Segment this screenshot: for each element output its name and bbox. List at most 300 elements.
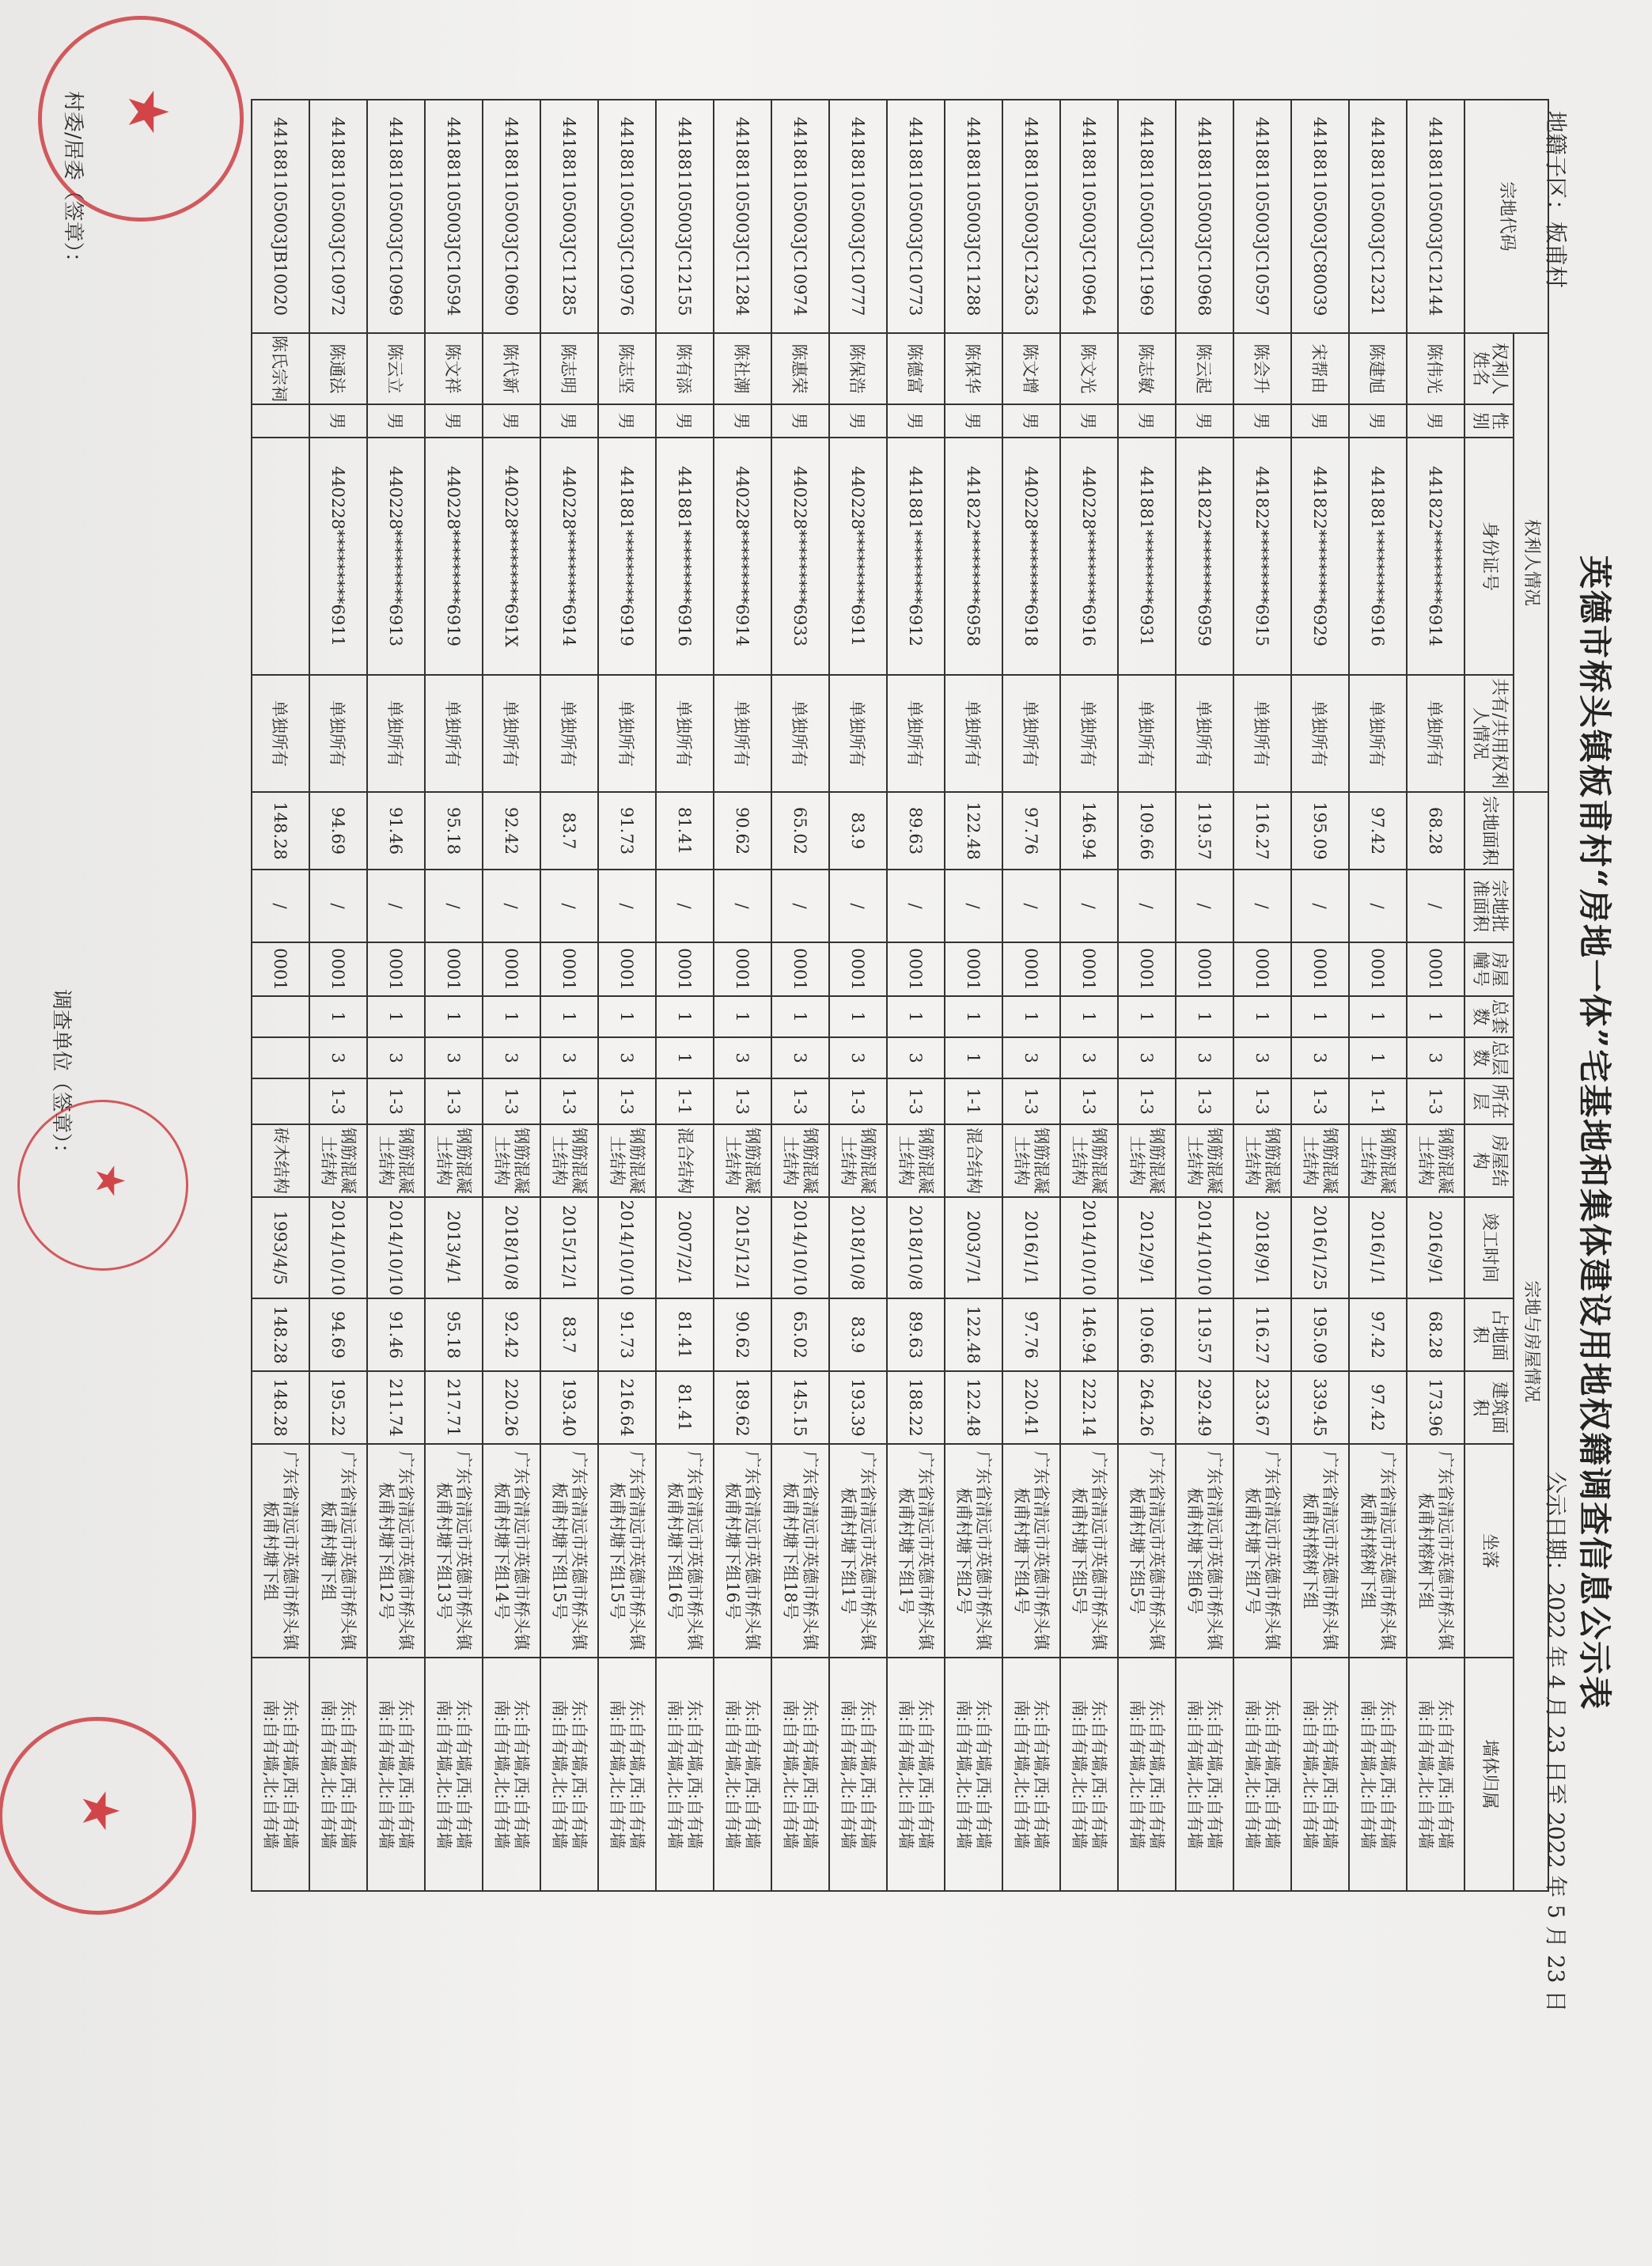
cell-bldg: 0001 [1349,942,1407,996]
cell-sex: 男 [425,404,483,438]
cell-footprint: 94.69 [309,1298,367,1371]
cell-built: 97.42 [1349,1371,1407,1444]
cell-date: 2018/10/8 [887,1197,945,1298]
cell-sets: 1 [1349,996,1407,1037]
table-row [945,100,1002,1891]
cell-wall: 东:自有墙,西:自有墙 南:自有墙,北:自有墙 [367,1658,425,1891]
cell-code: 441881105003JC10976 [598,100,656,333]
cell-approved: / [483,870,540,942]
cell-floors: 1 [945,1037,1002,1078]
table-row [1176,100,1233,1891]
cell-floors: 3 [598,1037,656,1078]
cell-approved: / [1002,870,1060,942]
table-row [540,100,598,1891]
group-header-land-house: 宗地与房屋情况 [1514,792,1548,1891]
cell-at: 1-3 [598,1078,656,1124]
cell-built: 81.41 [656,1371,714,1444]
cell-wall: 东:自有墙,西:自有墙 南:自有墙,北:自有墙 [425,1658,483,1891]
cell-wall: 东:自有墙,西:自有墙 南:自有墙,北:自有墙 [1407,1658,1464,1891]
cell-code: 441881105003JC12144 [1407,100,1464,333]
cell-sets: 1 [1176,996,1233,1037]
cell-sets: 1 [771,996,829,1037]
cell-struct: 钢筋混凝土结构 [309,1124,367,1197]
cell-date: 2014/10/10 [598,1197,656,1298]
cell-footprint: 91.46 [367,1298,425,1371]
cell-struct: 钢筋混凝土结构 [1233,1124,1291,1197]
cell-approved: / [367,870,425,942]
cell-date: 2014/10/10 [771,1197,829,1298]
village-signature-label: 村委/居委（签章）： [61,91,85,273]
cell-at: 1-3 [887,1078,945,1124]
cell-date: 2016/1/25 [1291,1197,1349,1298]
table-row [1407,100,1464,1891]
cell-loc: 广东省清远市英德市桥头镇板甫村塘下组 [252,1444,309,1658]
cell-bldg: 0001 [945,942,1002,996]
cell-approved: / [252,870,309,942]
cell-bldg: 0001 [1233,942,1291,996]
table-row [1349,100,1407,1891]
cell-date: 2015/12/1 [714,1197,771,1298]
cell-land_area: 90.62 [714,792,771,870]
cell-footprint: 92.42 [483,1298,540,1371]
cell-sex: 男 [656,404,714,438]
cell-id: 440228*********6911 [309,438,367,675]
cell-code: 441881105003JC10964 [1060,100,1118,333]
cell-floors: 3 [1407,1037,1464,1078]
col-header: 总层数 [1464,1037,1514,1078]
cell-loc: 广东省清远市英德市桥头镇板甫村塘下组1号 [829,1444,887,1658]
cell-share: 单独所有 [887,675,945,792]
cell-share: 单独所有 [1002,675,1060,792]
cell-name: 陈云起 [1176,333,1233,404]
cell-code: 441881105003JC11285 [540,100,598,333]
document-title: 英德市桥头镇板甫村“房地一体”宅基地和集体建设用地权籍调查信息公示表 [1575,555,1614,1711]
col-header: 总套数 [1464,996,1514,1037]
cell-struct: 混合结构 [945,1124,1002,1197]
cell-land_area: 83.9 [829,792,887,870]
col-header: 权利人姓名 [1464,333,1514,404]
cell-wall: 东:自有墙,西:自有墙 南:自有墙,北:自有墙 [829,1658,887,1891]
cell-share: 单独所有 [714,675,771,792]
cell-code: 441881105003JC12363 [1002,100,1060,333]
cell-loc: 广东省清远市英德市桥头镇板甫村榕树下组 [1407,1444,1464,1658]
cell-at: 1-1 [945,1078,1002,1124]
cell-at: 1-3 [425,1078,483,1124]
cell-share: 单独所有 [1118,675,1176,792]
cell-floors: 3 [367,1037,425,1078]
cell-sex: 男 [771,404,829,438]
cell-bldg: 0001 [714,942,771,996]
table-row [367,100,425,1891]
cell-sets: 1 [425,996,483,1037]
cell-bldg: 0001 [829,942,887,996]
cell-sex: 男 [1176,404,1233,438]
cell-struct: 钢筋混凝土结构 [1176,1124,1233,1197]
cell-floors: 3 [1118,1037,1176,1078]
cell-code: 441881105003JC11969 [1118,100,1176,333]
cell-date: 2014/10/10 [1060,1197,1118,1298]
cell-name: 陈志坚 [598,333,656,404]
col-header: 竣工时间 [1464,1197,1514,1298]
cell-share: 单独所有 [1233,675,1291,792]
cell-share: 单独所有 [656,675,714,792]
cell-code: 441881105003JC10969 [367,100,425,333]
cell-struct: 砖木结构 [252,1124,309,1197]
cell-sets: 1 [714,996,771,1037]
cell-wall: 东:自有墙,西:自有墙 南:自有墙,北:自有墙 [1118,1658,1176,1891]
cell-sets: 1 [1002,996,1060,1037]
cell-loc: 广东省清远市英德市桥头镇板甫村塘下组4号 [1002,1444,1060,1658]
cell-approved: / [1233,870,1291,942]
table-row [887,100,945,1891]
cell-id: 440228*********6913 [367,438,425,675]
cell-struct: 钢筋混凝土结构 [771,1124,829,1197]
cell-built: 188.22 [887,1371,945,1444]
cell-floors: 3 [1291,1037,1349,1078]
cell-floors: 3 [887,1037,945,1078]
cell-date: 2003/7/1 [945,1197,1002,1298]
cell-footprint: 97.76 [1002,1298,1060,1371]
table-row [1291,100,1349,1891]
cell-id: 440228*********6919 [425,438,483,675]
table-row [714,100,771,1891]
cell-sets: 1 [1060,996,1118,1037]
cell-at: 1-1 [656,1078,714,1124]
cell-land_area: 91.46 [367,792,425,870]
cell-code: 441881105003JC10974 [771,100,829,333]
cell-name: 陈通法 [309,333,367,404]
cell-floors: 3 [1002,1037,1060,1078]
cell-loc: 广东省清远市英德市桥头镇板甫村塘下组12号 [367,1444,425,1658]
village-stamp-star-icon: ★ [116,87,180,137]
cell-land_area: 122.48 [945,792,1002,870]
cell-wall: 东:自有墙,西:自有墙 南:自有墙,北:自有墙 [1002,1658,1060,1891]
table-row [483,100,540,1891]
cell-at: 1-3 [1002,1078,1060,1124]
survey-stamp-star-icon: ★ [87,1163,133,1199]
cell-floors: 3 [771,1037,829,1078]
cell-name: 陈德富 [887,333,945,404]
cell-approved: / [771,870,829,942]
cell-built: 173.96 [1407,1371,1464,1444]
cell-built: 193.40 [540,1371,598,1444]
cell-code: 441881105003JC10968 [1176,100,1233,333]
cell-date: 2013/4/1 [425,1197,483,1298]
cell-land_area: 109.66 [1118,792,1176,870]
table-row [1002,100,1060,1891]
cell-id: 440228*********6918 [1002,438,1060,675]
cell-wall: 东:自有墙,西:自有墙 南:自有墙,北:自有墙 [483,1658,540,1891]
cell-sex: 男 [367,404,425,438]
cell-share: 单独所有 [1349,675,1407,792]
cell-sets: 1 [1233,996,1291,1037]
cell-built: 211.74 [367,1371,425,1444]
cell-built: 217.71 [425,1371,483,1444]
cell-sex: 男 [887,404,945,438]
cell-bldg: 0001 [1176,942,1233,996]
cell-date: 2007/2/1 [656,1197,714,1298]
cell-name: 陈保华 [945,333,1002,404]
cell-date: 2015/12/1 [540,1197,598,1298]
cell-wall: 东:自有墙,西:自有墙 南:自有墙,北:自有墙 [309,1658,367,1891]
city-stamp-star-icon: ★ [70,1788,129,1834]
cell-land_area: 92.42 [483,792,540,870]
cell-floors: 1 [656,1037,714,1078]
cell-footprint: 91.73 [598,1298,656,1371]
cell-code: 441881105003JC10690 [483,100,540,333]
cell-approved: / [540,870,598,942]
cell-share: 单独所有 [309,675,367,792]
survey-unit-signature-label: 调查单位（签章）： [49,989,73,1165]
cell-floors: 3 [829,1037,887,1078]
cell-land_area: 65.02 [771,792,829,870]
cell-code: 441881105003JC10972 [309,100,367,333]
cell-code: 441881105003JB10020 [252,100,309,333]
cell-approved: / [945,870,1002,942]
cell-footprint: 146.94 [1060,1298,1118,1371]
cell-loc: 广东省清远市英德市桥头镇板甫村塘下组2号 [945,1444,1002,1658]
cell-footprint: 95.18 [425,1298,483,1371]
cell-share: 单独所有 [252,675,309,792]
cell-name: 陈保浩 [829,333,887,404]
cell-struct: 钢筋混凝土结构 [1118,1124,1176,1197]
cell-id: 441881*********6919 [598,438,656,675]
cell-wall: 东:自有墙,西:自有墙 南:自有墙,北:自有墙 [1233,1658,1291,1891]
cell-code: 441881105003JC80039 [1291,100,1349,333]
cell-id: 440228*********6911 [829,438,887,675]
cell-sets: 1 [656,996,714,1037]
cell-footprint: 89.63 [887,1298,945,1371]
cell-code: 441881105003JC10773 [887,100,945,333]
cell-wall: 东:自有墙,西:自有墙 南:自有墙,北:自有墙 [656,1658,714,1891]
cell-floors: 3 [483,1037,540,1078]
col-header: 宗地批准面积 [1464,870,1514,942]
cell-sets: 1 [1291,996,1349,1037]
cell-struct: 钢筋混凝土结构 [714,1124,771,1197]
cell-at [252,1078,309,1124]
cell-loc: 广东省清远市英德市桥头镇板甫村塘下组6号 [1176,1444,1233,1658]
column-header-row [1464,100,1514,1891]
cell-bldg: 0001 [1407,942,1464,996]
cell-wall: 东:自有墙,西:自有墙 南:自有墙,北:自有墙 [540,1658,598,1891]
cell-loc: 广东省清远市英德市桥头镇板甫村榕树下组 [1291,1444,1349,1658]
cell-date: 2016/9/1 [1407,1197,1464,1298]
cell-name: 陈志敏 [1118,333,1176,404]
cell-built: 339.45 [1291,1371,1349,1444]
cell-land_area: 97.42 [1349,792,1407,870]
cell-loc: 广东省清远市英德市桥头镇板甫村塘下组5号 [1118,1444,1176,1658]
cell-id: 440228*********6914 [540,438,598,675]
cell-date: 2016/1/1 [1349,1197,1407,1298]
cell-sex: 男 [598,404,656,438]
cell-share: 单独所有 [598,675,656,792]
cell-sets: 1 [367,996,425,1037]
table-row [771,100,829,1891]
cell-land_area: 89.63 [887,792,945,870]
cell-loc: 广东省清远市英德市桥头镇板甫村塘下组15号 [540,1444,598,1658]
cell-footprint: 65.02 [771,1298,829,1371]
cell-id [252,438,309,675]
cell-share: 单独所有 [540,675,598,792]
col-header: 共有/共用权利人情况 [1464,675,1514,792]
cell-land_area: 97.76 [1002,792,1060,870]
cell-date: 2018/10/8 [483,1197,540,1298]
cell-at: 1-3 [1291,1078,1349,1124]
col-header: 墙体归属 [1464,1658,1514,1891]
cell-land_area: 94.69 [309,792,367,870]
table-row [252,100,309,1891]
cell-sex: 男 [945,404,1002,438]
cell-wall: 东:自有墙,西:自有墙 南:自有墙,北:自有墙 [887,1658,945,1891]
cell-footprint: 109.66 [1118,1298,1176,1371]
cell-struct: 钢筋混凝土结构 [483,1124,540,1197]
cell-approved: / [1407,870,1464,942]
table-row [309,100,367,1891]
cell-floors: 3 [1233,1037,1291,1078]
cell-sets [252,996,309,1037]
cell-at: 1-3 [1176,1078,1233,1124]
group-header-owner: 权利人情况 [1514,333,1548,792]
cell-sets: 1 [945,996,1002,1037]
cell-struct: 钢筋混凝土结构 [598,1124,656,1197]
cell-loc: 广东省清远市英德市桥头镇板甫村塘下组14号 [483,1444,540,1658]
cell-wall: 东:自有墙,西:自有墙 南:自有墙,北:自有墙 [598,1658,656,1891]
col-header: 占地面积 [1464,1298,1514,1371]
cell-loc: 广东省清远市英德市桥头镇板甫村塘下组13号 [425,1444,483,1658]
cell-at: 1-1 [1349,1078,1407,1124]
cell-footprint: 119.57 [1176,1298,1233,1371]
cell-approved: / [887,870,945,942]
cell-wall: 东:自有墙,西:自有墙 南:自有墙,北:自有墙 [771,1658,829,1891]
cell-id: 441822*********6958 [945,438,1002,675]
cell-date: 2014/10/10 [1176,1197,1233,1298]
cell-wall: 东:自有墙,西:自有墙 南:自有墙,北:自有墙 [252,1658,309,1891]
cell-bldg: 0001 [887,942,945,996]
table-body [252,100,1464,1891]
cell-struct: 钢筋混凝土结构 [367,1124,425,1197]
cell-at: 1-3 [1407,1078,1464,1124]
cell-wall: 东:自有墙,西:自有墙 南:自有墙,北:自有墙 [714,1658,771,1891]
cell-built: 264.26 [1118,1371,1176,1444]
cell-approved: / [1291,870,1349,942]
cell-share: 单独所有 [1407,675,1464,792]
cell-bldg: 0001 [425,942,483,996]
cell-at: 1-3 [1233,1078,1291,1124]
cell-share: 单独所有 [367,675,425,792]
cell-struct: 混合结构 [656,1124,714,1197]
cell-id: 440228*********6916 [1060,438,1118,675]
cell-footprint: 97.42 [1349,1298,1407,1371]
cell-bldg: 0001 [483,942,540,996]
cell-name: 宋帮由 [1291,333,1349,404]
col-header: 宗地面积 [1464,792,1514,870]
cell-share: 单独所有 [1176,675,1233,792]
cell-struct: 钢筋混凝土结构 [425,1124,483,1197]
cell-share: 单独所有 [829,675,887,792]
cell-sets: 1 [1118,996,1176,1037]
cell-sets: 1 [1407,996,1464,1037]
info-table [251,99,1549,1892]
cell-sex: 男 [1349,404,1407,438]
cell-footprint: 81.41 [656,1298,714,1371]
cell-at: 1-3 [540,1078,598,1124]
cell-loc: 广东省清远市英德市桥头镇板甫村塘下组1号 [887,1444,945,1658]
cell-land_area: 148.28 [252,792,309,870]
cell-struct: 钢筋混凝土结构 [1291,1124,1349,1197]
cell-name: 陈志明 [540,333,598,404]
cell-built: 216.64 [598,1371,656,1444]
cell-name: 陈云立 [367,333,425,404]
cell-built: 148.28 [252,1371,309,1444]
cell-land_area: 95.18 [425,792,483,870]
cell-sex: 男 [829,404,887,438]
cell-loc: 广东省清远市英德市桥头镇板甫村塘下组16号 [714,1444,771,1658]
cell-id: 440228*********6933 [771,438,829,675]
cell-sets: 1 [483,996,540,1037]
cell-approved: / [1118,870,1176,942]
cell-at: 1-3 [771,1078,829,1124]
cell-sex: 男 [309,404,367,438]
cell-name: 陈代新 [483,333,540,404]
cell-land_area: 116.27 [1233,792,1291,870]
cell-share: 单独所有 [425,675,483,792]
table-row [829,100,887,1891]
table-row [598,100,656,1891]
cell-footprint: 68.28 [1407,1298,1464,1371]
cell-approved: / [656,870,714,942]
cell-date: 2018/9/1 [1233,1197,1291,1298]
cell-name: 陈惠荣 [771,333,829,404]
table-row [425,100,483,1891]
cell-approved: / [829,870,887,942]
cell-loc: 广东省清远市英德市桥头镇板甫村塘下组16号 [656,1444,714,1658]
cell-sets: 1 [309,996,367,1037]
cell-built: 220.41 [1002,1371,1060,1444]
cell-bldg: 0001 [540,942,598,996]
cell-sets: 1 [829,996,887,1037]
cell-struct: 钢筋混凝土结构 [540,1124,598,1197]
table-row [1060,100,1118,1891]
cell-sets: 1 [887,996,945,1037]
cell-name: 陈会升 [1233,333,1291,404]
cell-share: 单独所有 [1060,675,1118,792]
cell-approved: / [309,870,367,942]
cell-wall: 东:自有墙,西:自有墙 南:自有墙,北:自有墙 [1291,1658,1349,1891]
cell-id: 441881*********6916 [1349,438,1407,675]
cell-code: 441881105003JC10594 [425,100,483,333]
cell-date: 2012/9/1 [1118,1197,1176,1298]
cell-sex: 男 [714,404,771,438]
cell-wall: 东:自有墙,西:自有墙 南:自有墙,北:自有墙 [1060,1658,1118,1891]
cell-date: 2018/10/8 [829,1197,887,1298]
cell-built: 195.22 [309,1371,367,1444]
col-header: 房屋结构 [1464,1124,1514,1197]
cell-loc: 广东省清远市英德市桥头镇板甫村塘下组18号 [771,1444,829,1658]
cell-share: 单独所有 [771,675,829,792]
cell-sex: 男 [1060,404,1118,438]
cell-floors: 3 [425,1037,483,1078]
cell-footprint: 195.09 [1291,1298,1349,1371]
cell-name: 陈氏宗祠 [252,333,309,404]
cell-land_area: 81.41 [656,792,714,870]
table-row [1118,100,1176,1891]
cell-name: 陈文光 [1060,333,1118,404]
cell-share: 单独所有 [483,675,540,792]
cell-id: 441822*********6914 [1407,438,1464,675]
table-row [656,100,714,1891]
cell-id: 440228*********6914 [714,438,771,675]
cell-id: 441881*********6931 [1118,438,1176,675]
